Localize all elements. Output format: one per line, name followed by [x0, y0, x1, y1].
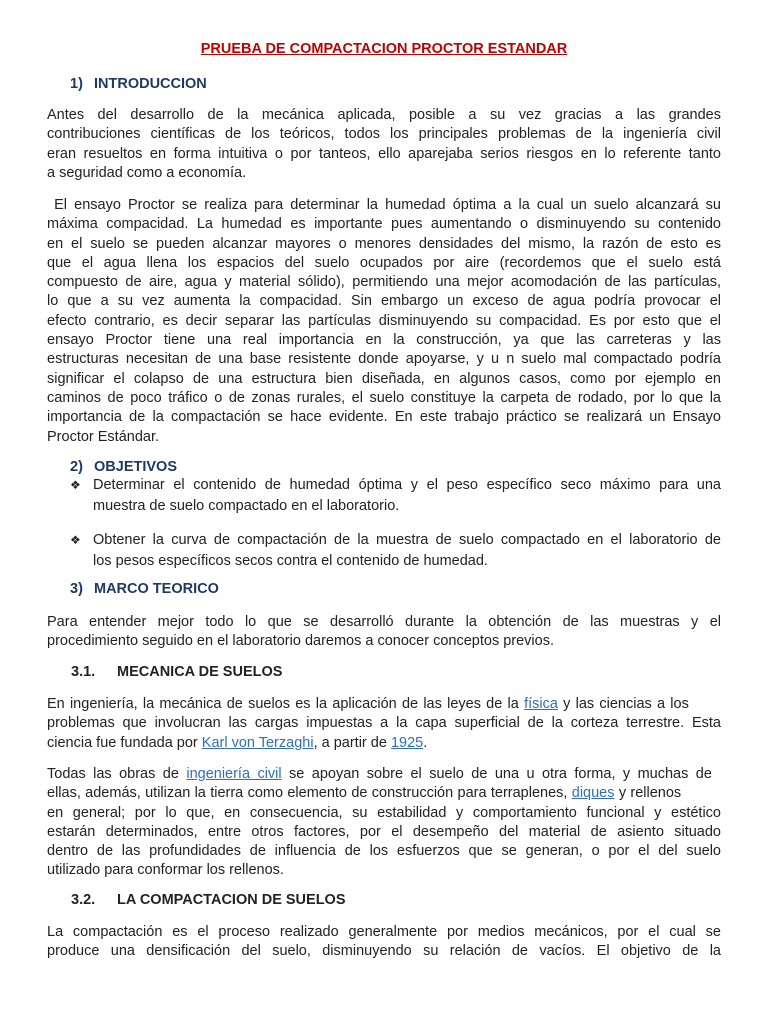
bullet-diamond-icon: ❖	[70, 478, 81, 492]
paragraph-line: En ingeniería, la mecánica de suelos es la aplicación de las leyes de la física y las ciencias a los	[47, 696, 689, 712]
paragraph-line: Antes del desarrollo de la mecánica aplicada, posible a su vez gracias a las grandes	[47, 107, 721, 123]
list-item-line: Determinar el contenido de humedad óptima y el peso específico seco máximo para una	[93, 477, 721, 493]
link-diques[interactable]: diques	[571, 785, 615, 802]
paragraph-line: estarán determinados, entre otros factores, por el desempeño del material de asiento situado	[47, 823, 721, 840]
paragraph-line: caminos de poco tráfico o de zonas rurales, el suelo constituye la carpeta de rodado, por lo que la	[47, 389, 721, 406]
link-ingenieria-civil[interactable]: ingeniería civil	[186, 766, 282, 782]
paragraph-intro-1	[47, 106, 721, 183]
paragraph-line: estructuras necesitan de una base resistente donde apoyarse, y u n suelo mal compactado podría	[47, 351, 721, 368]
paragraph-obras-ingenieria	[47, 765, 721, 881]
paragraph-line: ellas, además, utilizan la tierra como elemento de construcción para terraplenes, diques y rellenos	[47, 785, 682, 802]
subsection-heading-compactacion	[71, 892, 346, 908]
link-fisica[interactable]: física	[524, 696, 558, 712]
link-1925[interactable]: 1925	[390, 734, 424, 751]
section-heading-marco-teorico	[70, 581, 219, 597]
section-title: OBJETIVOS	[94, 459, 177, 475]
paragraph-line: dentro de las profundidades de influencia de los esfuerzos que se generan, o por el del suelo	[47, 843, 721, 860]
paragraph-line: Todas las obras de ingeniería civil se apoyan sobre el suelo de una u otra forma, y muchas de	[47, 766, 712, 782]
paragraph-line: contribuciones científicas de los teóricos, todos los principales problemas de la ingeniería civil	[47, 126, 721, 143]
section-heading-introduccion	[70, 76, 207, 92]
paragraph-line: procedimiento seguido en el laboratorio daremos a conocer conceptos previos.	[47, 633, 554, 650]
subsection-number: 3.1.	[71, 664, 96, 680]
paragraph-compactacion	[47, 923, 721, 962]
paragraph-line: efecto contrario, es decir separar las partículas disminuyendo su compacidad. Es por esto que el	[47, 312, 721, 329]
paragraph-line: utilizado para conformar los rellenos.	[47, 862, 284, 879]
paragraph-line: El ensayo Proctor se realiza para determinar la humedad óptima a la cual un suelo alcanzará su	[47, 197, 721, 213]
paragraph-line: a seguridad como a economía.	[47, 164, 247, 181]
paragraph-line: compuesto de aire, agua y material sólido), permitiendo una mejor acomodación de las partículas,	[47, 274, 721, 291]
subsection-title: MECANICA DE SUELOS	[117, 664, 283, 680]
document-title: PRUEBA DE COMPACTACION PROCTOR ESTANDAR	[200, 41, 568, 57]
link-karl-von-terzaghi[interactable]: Karl von Terzaghi	[201, 734, 314, 751]
paragraph-line: significar el colapso de una estructura bien diseñada, en algunos casos, como por ejemplo en	[47, 370, 721, 387]
paragraph-line: en general; por lo que, en consecuencia, su estabilidad y comportamiento funcional y estético	[47, 804, 721, 821]
list-item-line: Obtener la curva de compactación de la muestra de suelo compactado en el laboratorio de	[93, 532, 721, 548]
paragraph-line: eran resueltos en forma intuitiva o por tanteos, ello aparejaba serios riesgos en lo referente tanto	[47, 145, 721, 162]
list-item-objetivo-1	[72, 475, 721, 517]
paragraph-line: importancia de la compactación se hace evidente. En este trabajo práctico se realizará un Ensayo	[47, 409, 721, 426]
section-number: 2)	[70, 459, 83, 475]
subsection-heading-mecanica-de-suelos	[71, 664, 282, 680]
paragraph-line: máxima compacidad. La humedad es importante pues aumentando o disminuyendo su contenido	[47, 216, 721, 233]
paragraph-line: ensayo Proctor tiene una real importancia en la construcción, ya que las carreteras y las	[47, 332, 721, 349]
paragraph-line: Para entender mejor todo lo que se desarrolló durante la obtención de las muestras y el	[47, 614, 721, 630]
bullet-diamond-icon: ❖	[70, 533, 81, 547]
paragraph-mecanica-de-suelos	[47, 695, 721, 753]
list-item-line: los pesos específicos secos contra el contenido de humedad.	[93, 553, 488, 569]
paragraph-line: en el suelo se pueden alcanzar mayores o menores densidades del mismo, la razón de esto es	[47, 235, 721, 252]
paragraph-marco-teorico	[47, 613, 721, 652]
paragraph-line: problemas que involucran las cargas impuestas a la capa superficial de la corteza terrestre. Esta	[47, 715, 721, 732]
paragraph-intro-2	[47, 196, 721, 447]
section-number: 3)	[70, 581, 83, 597]
paragraph-line: que el agua llena los espacios del suelo ocupados por aire (recordemos que el suelo está	[47, 254, 721, 271]
paragraph-line: produce una densificación del suelo, disminuyendo su relación de vacíos. El objetivo de la	[47, 943, 721, 960]
paragraph-line: ciencia fue fundada por Karl von Terzaghi, a partir de 1925.	[47, 734, 428, 751]
subsection-title: LA COMPACTACION DE SUELOS	[117, 892, 346, 908]
list-item-objetivo-2	[72, 530, 721, 572]
section-number: 1)	[70, 76, 83, 92]
paragraph-line: Proctor Estándar.	[47, 428, 160, 445]
section-title: INTRODUCCION	[94, 76, 207, 92]
subsection-number: 3.2.	[71, 892, 96, 908]
section-heading-objetivos	[70, 459, 177, 475]
section-title: MARCO TEORICO	[94, 581, 219, 597]
list-item-line: muestra de suelo compactado en el laboratorio.	[93, 498, 400, 514]
paragraph-line: lo que a su vez aumenta la compacidad. Sin embargo un exceso de agua podría provocar el	[47, 293, 721, 310]
paragraph-line: La compactación es el proceso realizado generalmente por medios mecánicos, por el cual se	[47, 924, 721, 940]
